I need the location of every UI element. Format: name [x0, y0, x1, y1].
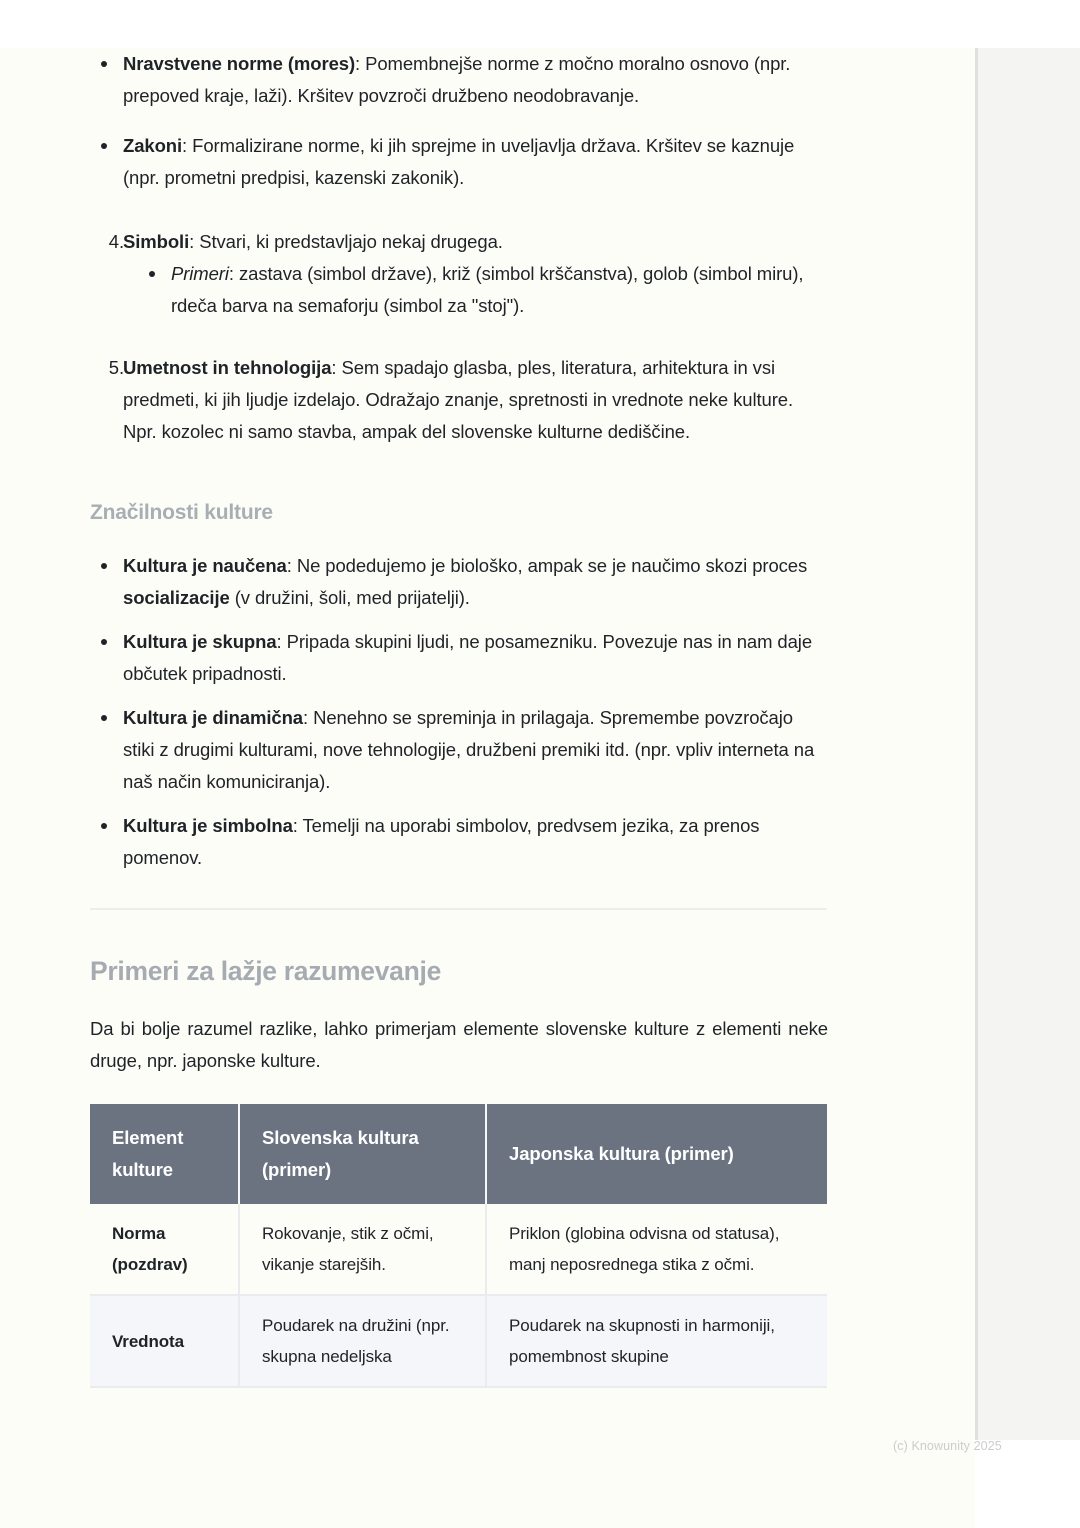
list-item-text: Formalizirane norme, ki jih sprejme in uveljavlja država. Kršitev se kaznuje (npr. prometni predpisi, kazenski zakonik).: [123, 135, 795, 188]
table-header: [90, 1104, 827, 1204]
bullet-dot-icon: [149, 271, 155, 277]
cell-japonska: Priklon (globina odvisna od statusa), manj neposrednega stika z očmi.: [486, 1204, 827, 1295]
elements-numbered-list-item-4: [90, 226, 828, 322]
list-item-separator: :: [355, 53, 366, 74]
comparison-table-wrapper: [90, 1104, 828, 1487]
list-item-number: 5.: [108, 357, 124, 378]
page-right-margin-strip: [978, 48, 1080, 1440]
list-item-term: Nravstvene norme (mores): [123, 53, 356, 74]
list-item-term: Simboli: [123, 231, 190, 252]
bullet-dot-icon: [101, 61, 107, 67]
list-item: [90, 352, 828, 448]
sub-bullet-list: [123, 258, 828, 322]
copyright-watermark: (c) Knowunity 2025: [893, 1439, 1002, 1453]
cell-element: Norma (pozdrav): [90, 1204, 239, 1295]
list-item-separator: :: [302, 707, 314, 728]
list-item-term: Primeri: [171, 263, 229, 284]
cell-slovenska: Poudarek na družini (npr. skupna nedeljska: [239, 1295, 486, 1387]
elements-numbered-list-item-5: [90, 352, 828, 448]
bullet-dot-icon: [101, 563, 107, 569]
list-item-separator: :: [276, 631, 287, 652]
list-item-text: Nenehno se spreminja in prilagaja. Spremembe povzročajo stiki z drugimi kulturami, nove tehnologije, družbeni premiki itd. (npr. vpliv interneta na naš način komuniciranja).: [123, 707, 815, 792]
column-header-japonska: Japonska kultura (primer): [486, 1104, 827, 1204]
column-header-element: Element kulture: [90, 1104, 239, 1204]
characteristics-bullet-list: [90, 550, 828, 874]
section-heading-examples: Primeri za lažje razumevanje: [90, 956, 442, 986]
list-item-term: Kultura je simbolna: [123, 815, 293, 836]
list-item: [90, 130, 828, 194]
comparison-table: [90, 1104, 827, 1388]
list-item: [90, 226, 828, 322]
list-item-text: Stvari, ki predstavljajo nekaj drugega.: [199, 231, 503, 252]
cell-japonska: Poudarek na skupnosti in harmoniji, pomembnost skupine: [486, 1295, 827, 1387]
bullet-dot-icon: [101, 639, 107, 645]
list-item-text: Pripada skupini ljudi, ne posamezniku. Povezuje nas in nam daje občutek pripadnosti.: [123, 631, 813, 684]
list-item-separator: :: [228, 263, 239, 284]
list-item-text: Sem spadajo glasba, ples, literatura, arhitektura in vsi predmeti, ki jih ljudje izdelajo. Odražajo znanje, spretnosti in vrednote neke kulture. Npr. kozolec ni samo stavba, ampak del slovenske kulturne dediščine.: [123, 357, 794, 442]
table-row: [90, 1295, 827, 1387]
list-item: [90, 702, 828, 798]
bullet-dot-icon: [101, 143, 107, 149]
list-item-term: Kultura je naučena: [123, 555, 287, 576]
cell-slovenska: Rokovanje, stik z očmi, vikanje starejših.: [239, 1204, 486, 1295]
column-header-slovenska: Slovenska kultura (primer): [239, 1104, 486, 1204]
list-item-term: Zakoni: [123, 135, 183, 156]
list-item-text: zastava (simbol države), križ (simbol krščanstva), golob (simbol miru), rdeča barva na semaforju (simbol za "stoj").: [171, 263, 804, 316]
list-item-text: Pomembnejše norme z močno moralno osnovo (npr. prepoved kraje, laži). Kršitev povzroči družbeno neodobravanje.: [123, 53, 791, 106]
list-item-term: Kultura je skupna: [123, 631, 277, 652]
table-row: [90, 1204, 827, 1295]
list-item-number: 4.: [108, 231, 124, 252]
examples-intro-paragraph: Da bi bolje razumel razlike, lahko primerjam elemente slovenske kulture z elementi neke druge, npr. japonske kulture.: [90, 1018, 828, 1071]
list-item: [90, 810, 828, 874]
list-item-separator: :: [182, 135, 193, 156]
cell-element: Vrednota: [90, 1295, 239, 1387]
list-item: [90, 626, 828, 690]
table-header-row: [90, 1104, 827, 1204]
list-item-separator: :: [292, 815, 303, 836]
list-item-text: Ne podedujemo je biološko, ampak se je naučimo skozi proces: [296, 555, 808, 576]
bullet-dot-icon: [101, 715, 107, 721]
list-item-term: Kultura je dinamična: [123, 707, 303, 728]
list-item-separator: :: [331, 357, 342, 378]
list-item: [123, 258, 828, 322]
list-item-text-tail: (v družini, šoli, med prijatelji).: [229, 587, 470, 608]
bullet-dot-icon: [101, 823, 107, 829]
table-body: [90, 1204, 827, 1387]
norms-bullet-list: [90, 0, 828, 194]
list-item-text: Temelji na uporabi simbolov, predvsem jezika, za prenos pomenov.: [123, 815, 760, 868]
document-content: [90, 0, 828, 1487]
list-item: [90, 48, 828, 112]
list-item: [90, 550, 828, 614]
list-item-term: Umetnost in tehnologija: [123, 357, 332, 378]
list-item-inline-emphasis: socializacije: [123, 587, 230, 608]
section-heading-characteristics: Značilnosti kulture: [90, 501, 273, 524]
list-item-separator: :: [189, 231, 200, 252]
section-divider: [90, 908, 827, 910]
list-item-separator: :: [286, 555, 297, 576]
